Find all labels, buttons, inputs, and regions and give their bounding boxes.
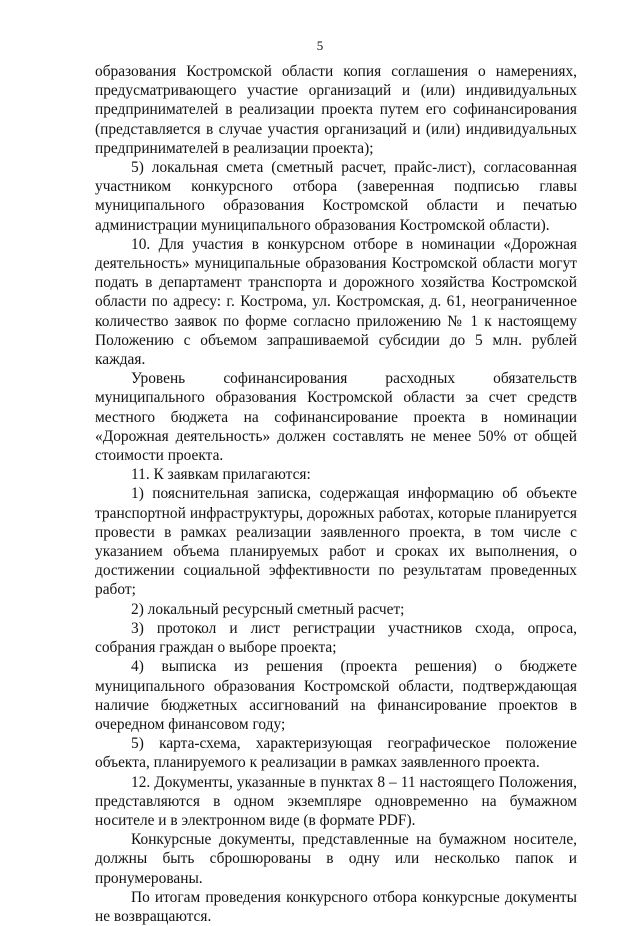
paragraph-clause-11: 11. К заявкам прилагаются: <box>131 466 311 484</box>
paragraph-item-4-budget-extract: 4) выписка из решения (проекта решения) о бюджете муниципального образования Костромской области, подтверждающая наличие бюджетных ассигнований на финансирование проектов в очередном финансовом году; <box>95 658 577 733</box>
paragraph-cofinancing-level: Уровень софинансирования расходных обязательств муниципального образования Костромской области за счет средств местного бюджета на софинансирование проекта в номинации «Дорожная деятельность» должен составлять не менее 50% от общей стоимости проекта. <box>95 370 577 465</box>
paragraph-item-2-resource-estimate: 2) локальный ресурсный сметный расчет; <box>131 600 405 618</box>
paragraph-item-5-map-scheme: 5) карта-схема, характеризующая географическое положение объекта, планируемого к реализации в рамках заявленного проекта. <box>95 735 577 772</box>
document-body <box>95 62 577 926</box>
paragraph-item-5-estimate: 5) локальная смета (сметный расчет, прайс-лист), согласованная участником конкурсного отбора (заверенная подписью главы муниципального образования Костромской области и печатью администрации муниципального образования Костромской области). <box>95 159 577 234</box>
paragraph-clause-10: 10. Для участия в конкурсном отборе в номинации «Дорожная деятельность» муниципальные образования Костромской области могут подать в департамент транспорта и дорожного хозяйства Костромской области по адресу: г. Кострома, ул. Костромская, д. 61, неограниченное количество заявок по форме согласно приложению № 1 к настоящему Положению с объемом запрашиваемой субсидии до 5 млн. рублей каждая. <box>95 235 577 369</box>
paragraph-item-1-explanatory-note: 1) пояснительная записка, содержащая информацию об объекте транспортной инфраструктуры, дорожных работах, которые планируется провести в рамках реализации заявленного проекта, в том числе с указанием объема планируемых работ и сроках их выполнения, о достижении социальной эффективности по результатам проведенных работ; <box>95 485 577 599</box>
paragraph-continuation: образования Костромской области копия соглашения о намерениях, предусматривающего участие организаций и (или) индивидуальных предпринимателей в реализации проекта путем его софинансирования (представляется в случае участия организаций и (или) индивидуальных предпринимателей в реализации проекта); <box>95 63 577 157</box>
page-number: 5 <box>316 38 324 53</box>
paragraph-clause-12: 12. Документы, указанные в пунктах 8 – 11 настоящего Положения, представляются в одном экземпляре одновременно на бумажном носителе и в электронном виде (в формате PDF). <box>95 773 577 829</box>
paragraph-results: По итогам проведения конкурсного отбора конкурсные документы не возвращаются. <box>95 888 577 925</box>
paragraph-paper-documents: Конкурсные документы, представленные на бумажном носителе, должны быть сброшюрованы в одну или несколько папок и пронумерованы. <box>95 831 577 887</box>
paragraph-item-3-protocol: 3) протокол и лист регистрации участников схода, опроса, собрания граждан о выборе проекта; <box>95 619 577 657</box>
